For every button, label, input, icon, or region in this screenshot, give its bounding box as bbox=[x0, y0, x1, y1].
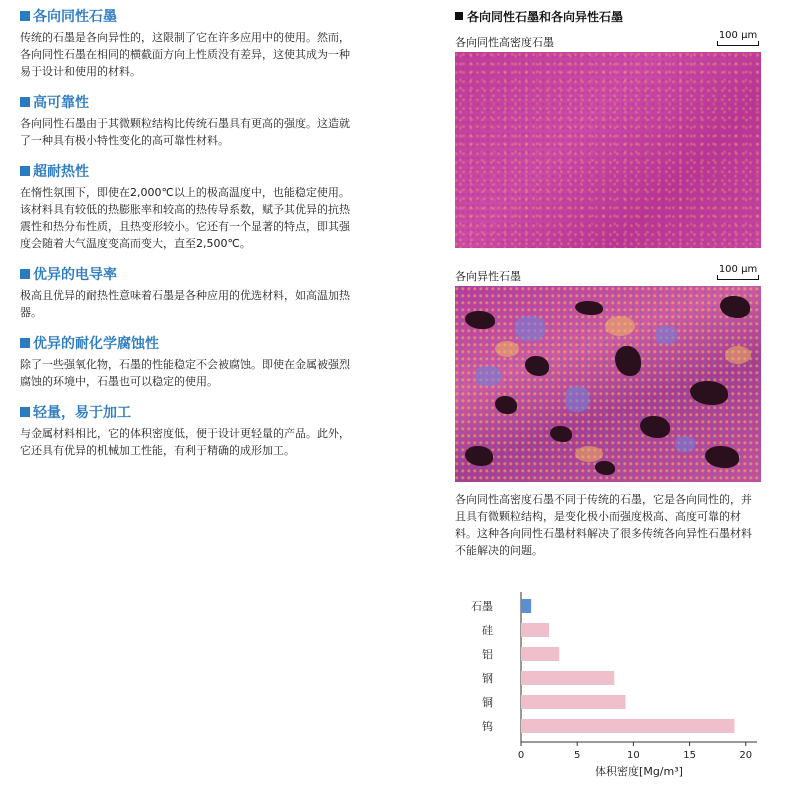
pore bbox=[595, 461, 615, 475]
chart-x-axis-label: 体积密度[Mg/m³] bbox=[595, 765, 683, 778]
scale-label: 100 μm bbox=[718, 30, 758, 41]
isotropic-micrograph bbox=[455, 52, 761, 248]
scale-bar-line bbox=[717, 41, 759, 46]
category-label: 钢 bbox=[482, 672, 493, 685]
category-label: 硅 bbox=[482, 624, 493, 637]
section-title bbox=[20, 94, 360, 112]
section-reliability bbox=[20, 94, 360, 149]
section-title bbox=[20, 266, 360, 284]
comparison-body: 各向同性高密度石墨不同于传统的石墨，它是各向同性的，并且具有微颗粒结构，是变化极小而强度极高、高度可靠的材料。这种各向同性石墨材料解决了很多传统各向异性石墨材料不能解决的问题。 bbox=[455, 493, 752, 557]
pore bbox=[465, 446, 493, 466]
section-title bbox=[20, 404, 360, 422]
tick-label: 15 bbox=[683, 750, 696, 761]
crystal-glint bbox=[675, 436, 695, 452]
image1-label: 各向同性高密度石墨 bbox=[455, 36, 554, 49]
section-body: 在惰性氛围下，即使在2,000℃以上的极高温度中，也能稳定使用。该材料具有较低的热膨胀率和较高的热传导系数，赋予其优异的抗热震性和热分布性质，且热变形较小。它还有一个显著的特点，即其强度会随着大气温度变高而变大，直至2,500℃。 bbox=[20, 186, 350, 250]
category-label: 铜 bbox=[482, 696, 493, 709]
section-corrosion bbox=[20, 335, 360, 390]
crystal-glint bbox=[575, 446, 603, 462]
pore bbox=[705, 446, 739, 468]
section-body: 传统的石墨是各向异性的，这限制了它在许多应用中的使用。然而，各向同性石墨在相同的横截面方向上性质没有差异，这使其成为一种易于设计和使用的材料。 bbox=[20, 31, 350, 78]
section-body: 极高且优异的耐热性意味着石墨是各种应用的优选材料，如高温加热器。 bbox=[20, 289, 350, 319]
section-title-text: 轻量，易于加工 bbox=[33, 405, 131, 421]
pore bbox=[465, 311, 495, 329]
square-bullet-icon bbox=[20, 11, 30, 21]
section-body: 各向同性石墨由于其微颗粒结构比传统石墨具有更高的强度。这造就了一种具有极小特性变化的高可靠性材料。 bbox=[20, 117, 350, 147]
section-heat-resistance bbox=[20, 163, 360, 252]
square-bullet-icon bbox=[455, 12, 463, 20]
bar-0 bbox=[521, 599, 531, 613]
bar-2 bbox=[521, 647, 559, 661]
crystal-glint bbox=[725, 346, 751, 364]
crystal-glint bbox=[515, 316, 545, 341]
bar-4 bbox=[521, 695, 626, 709]
section-title-text: 优异的耐化学腐蚀性 bbox=[33, 336, 159, 352]
chart-category-labels bbox=[471, 600, 493, 733]
pore bbox=[615, 346, 641, 376]
tick-label: 10 bbox=[627, 750, 640, 761]
pore bbox=[495, 396, 517, 414]
scale-bar-line bbox=[717, 275, 759, 280]
pore bbox=[525, 356, 549, 376]
square-bullet-icon bbox=[20, 166, 30, 176]
chart-tick-labels bbox=[518, 742, 752, 761]
tick-label: 0 bbox=[517, 750, 525, 761]
comparison-title-text: 各向同性石墨和各向异性石墨 bbox=[467, 10, 624, 24]
crystal-glint bbox=[605, 316, 635, 336]
scale-bar bbox=[717, 30, 759, 46]
pore bbox=[640, 416, 670, 438]
section-title bbox=[20, 335, 360, 353]
section-title-text: 超耐热性 bbox=[33, 164, 89, 180]
density-bar-chart bbox=[455, 588, 765, 783]
section-isotropic bbox=[20, 8, 360, 80]
section-title-text: 各向同性石墨 bbox=[33, 9, 117, 25]
section-title-text: 优异的电导率 bbox=[33, 267, 117, 283]
pore bbox=[690, 381, 728, 405]
tick-label: 20 bbox=[739, 750, 753, 761]
crystal-glint bbox=[565, 386, 589, 412]
pore bbox=[550, 426, 572, 442]
comparison-column bbox=[455, 8, 761, 559]
section-body: 与金属材料相比，它的体积密度低，便于设计更轻量的产品。此外，它还具有优异的机械加工性能，有利于精确的成形加工。 bbox=[20, 427, 350, 457]
anisotropic-micrograph bbox=[455, 286, 761, 482]
comparison-title bbox=[455, 8, 761, 26]
category-label: 石墨 bbox=[471, 600, 493, 613]
bar-5 bbox=[521, 719, 735, 733]
bar-3 bbox=[521, 671, 614, 685]
scale-label: 100 μm bbox=[718, 264, 758, 275]
pore bbox=[575, 301, 603, 315]
section-lightweight bbox=[20, 404, 360, 459]
image2-header bbox=[455, 260, 761, 286]
chart-bars bbox=[521, 599, 735, 733]
category-label: 铝 bbox=[482, 648, 493, 661]
section-title bbox=[20, 8, 360, 26]
section-body: 除了一些强氧化物，石墨的性能稳定不会被腐蚀。即使在金属被强烈腐蚀的环境中，石墨也可以稳定的使用。 bbox=[20, 358, 350, 388]
section-title-text: 高可靠性 bbox=[33, 95, 89, 111]
image1-header bbox=[455, 26, 761, 52]
crystal-glint bbox=[475, 366, 501, 386]
section-conductivity bbox=[20, 266, 360, 321]
image2-label: 各向异性石墨 bbox=[455, 270, 521, 283]
square-bullet-icon bbox=[20, 338, 30, 348]
square-bullet-icon bbox=[20, 97, 30, 107]
scale-bar bbox=[717, 264, 759, 280]
square-bullet-icon bbox=[20, 269, 30, 279]
category-label: 钨 bbox=[482, 720, 493, 733]
bar-1 bbox=[521, 623, 549, 637]
section-title bbox=[20, 163, 360, 181]
pore bbox=[720, 296, 750, 318]
crystal-glint bbox=[495, 341, 519, 357]
features-column bbox=[20, 8, 360, 473]
tick-label: 5 bbox=[574, 750, 581, 761]
crystal-glint bbox=[655, 326, 677, 344]
square-bullet-icon bbox=[20, 407, 30, 417]
